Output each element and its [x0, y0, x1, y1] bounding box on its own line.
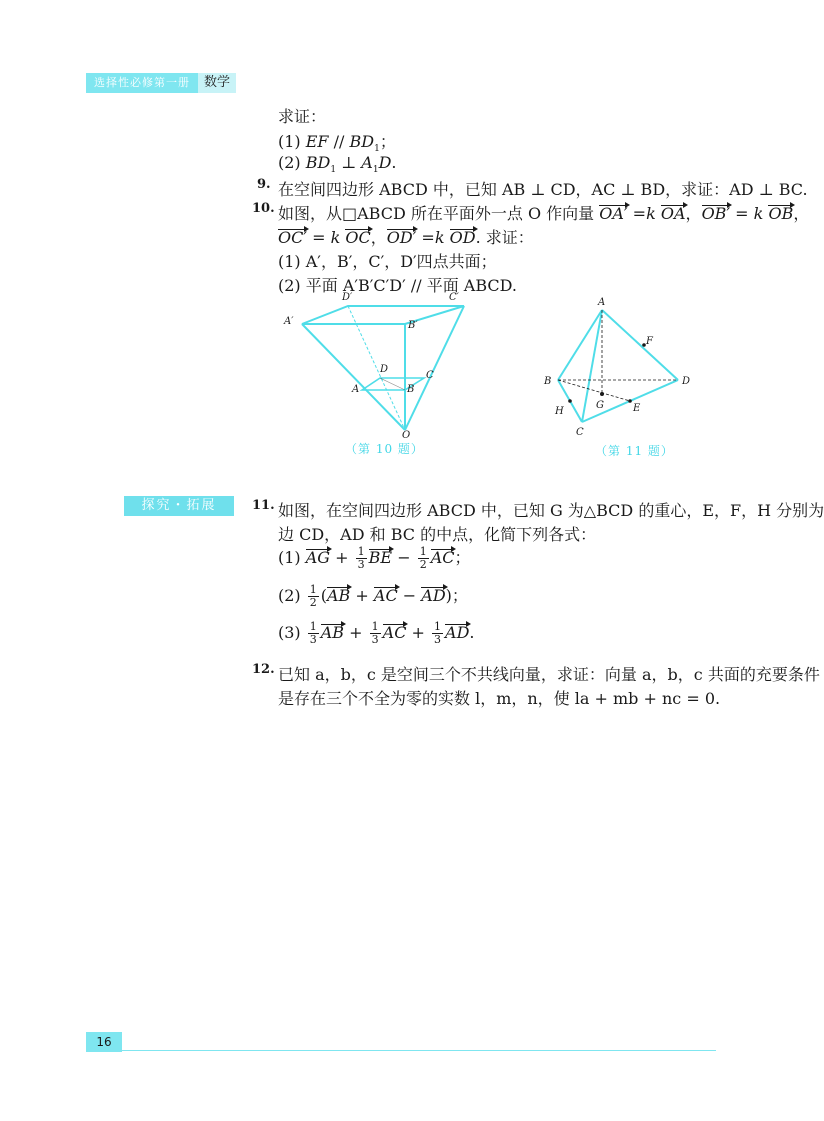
- fig10-label-c1: C′: [449, 292, 459, 303]
- running-header: [86, 73, 236, 93]
- fig10-top-face: [302, 306, 464, 324]
- figure-11-caption: （第 11 题）: [595, 444, 674, 458]
- fig10-label-b: B: [407, 384, 415, 395]
- problem-12-number: 12.: [252, 662, 275, 677]
- subject-tag: 数学: [198, 73, 236, 93]
- fig11-label-e: E: [633, 403, 641, 414]
- figure-10-caption: （第 10 题）: [345, 442, 424, 456]
- problem-12-line1: 已知 a，b，c 是空间三个不共线向量，求证：向量 a，b，c 共面的充要条件: [278, 665, 820, 684]
- figure-10: [280, 288, 480, 441]
- figure-11: [540, 296, 700, 441]
- prove-label: 求证：: [278, 107, 327, 126]
- fig10-label-o: O: [402, 430, 411, 441]
- p8-part2: (2) $BD_1$ ⊥ $A_1D$.: [278, 153, 397, 176]
- fig10-label-a1: A′: [284, 316, 294, 327]
- footer-rule: [122, 1050, 716, 1051]
- problem-10-number: 10.: [252, 201, 275, 216]
- problem-12-line2: 是存在三个不全为零的实数 l，m，n，使 la + mb + nc = 0.: [278, 689, 721, 708]
- problem-11-part3: (3) $\frac{1}{3}$ AB + $\frac{1}{3}$ AC + $\frac{1}{3}$ AD.: [278, 620, 475, 646]
- page-number: 16: [86, 1032, 122, 1052]
- problem-11-part2: (2) $\frac{1}{2}$ (AB + AC − AD)；: [278, 583, 468, 609]
- fig11-label-a: A: [598, 297, 606, 308]
- fig11-label-g: G: [596, 400, 604, 411]
- problem-11-line2: 边 CD，AD 和 BC 的中点，化简下列各式：: [278, 525, 597, 544]
- fig11-label-c: C: [576, 427, 584, 438]
- fig10-label-c: C: [426, 370, 434, 381]
- problem-10-part1: (1) A′，B′，C′，D′四点共面；: [278, 252, 497, 271]
- problem-11-number: 11.: [252, 498, 275, 513]
- problem-9-number: 9.: [257, 177, 271, 192]
- fig11-label-h: H: [555, 406, 564, 417]
- fig10-label-d1: D′: [342, 292, 353, 303]
- fig10-label-a: A: [352, 384, 360, 395]
- problem-11-line1: 如图，在空间四边形 ABCD 中，已知 G 为△BCD 的重心，E，F，H 分别为: [278, 501, 824, 520]
- book-tag: 选择性必修第一册: [86, 73, 198, 93]
- fig11-label-f: F: [646, 336, 653, 347]
- problem-10-part2: (2) 平面 A′B′C′D′ // 平面 ABCD.: [278, 276, 517, 295]
- fig11-label-d: D: [682, 376, 691, 387]
- fig10-label-b1: B′: [408, 320, 418, 331]
- problem-10-line1: 如图，从□ABCD 所在平面外一点 O 作向量 OA′ =k OA，OB′ = k OB，: [278, 204, 810, 223]
- problem-11-part1: (1) AG + $\frac{1}{3}$ BE − $\frac{1}{2}$ AC；: [278, 545, 471, 571]
- p8-part1: (1) EF // $BD_1$；: [278, 132, 396, 155]
- fig10-label-d: D: [380, 364, 389, 375]
- explore-section-tag: 探究・拓展: [124, 496, 234, 516]
- fig11-label-b: B: [544, 376, 552, 387]
- problem-10-line2: OC′ = k OC，OD′ =k OD. 求证：: [278, 228, 534, 247]
- problem-9-text: 在空间四边形 ABCD 中，已知 AB ⊥ CD，AC ⊥ BD，求证：AD ⊥ BC.: [278, 180, 808, 199]
